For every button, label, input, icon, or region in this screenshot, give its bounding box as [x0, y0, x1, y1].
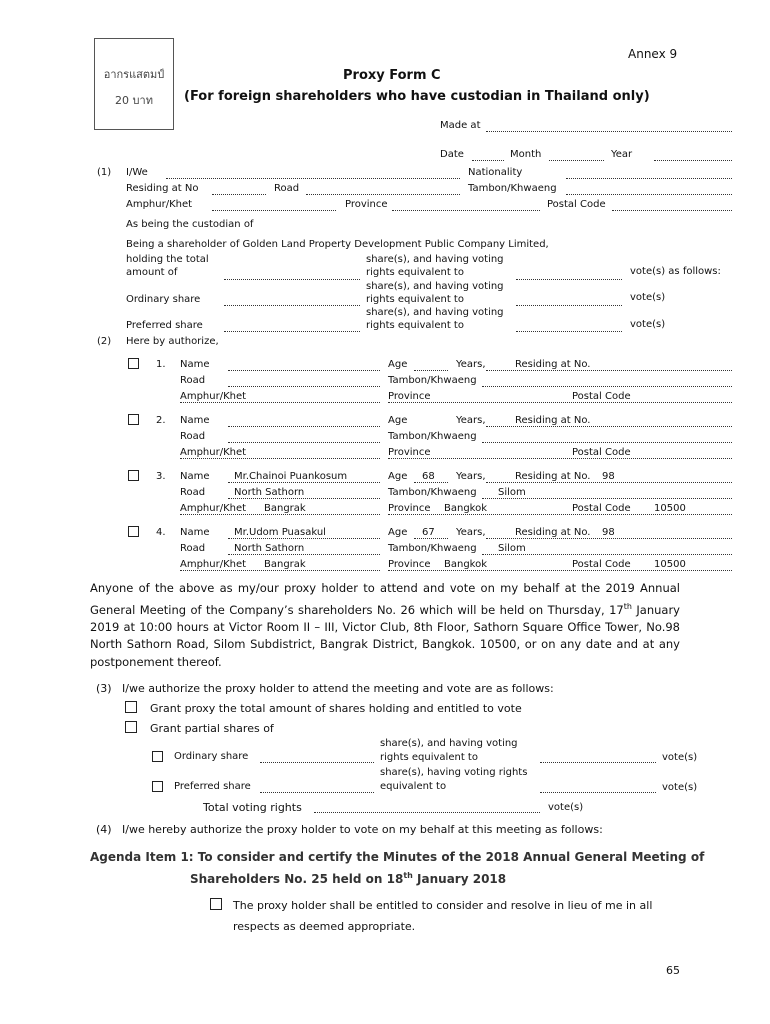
proxy-4-name-label: Name [180, 527, 210, 538]
residing-label: Residing at No [126, 183, 199, 194]
sec3-number: (3) [96, 682, 112, 695]
proxy-2-years-label: Years, [456, 415, 486, 426]
proxy-2-road-field[interactable] [228, 442, 380, 443]
proxy-3-postal-label: Postal Code [572, 503, 631, 514]
iwe-field[interactable] [166, 178, 460, 179]
agenda-line1: Agenda Item 1: To consider and certify the Minutes of the 2018 Annual General Meeting of [90, 850, 705, 864]
proxy-3-province-field[interactable] [388, 514, 732, 515]
proxy-2-amphur-label: Amphur/Khet [180, 447, 247, 458]
agenda1-option1-line2: respects as deemed appropriate. [233, 920, 416, 933]
total-shares-field[interactable] [224, 279, 360, 280]
s3-preferred-checkbox[interactable] [152, 781, 163, 792]
proxy-1-tambon-label: Tambon/Khwaeng [388, 375, 477, 386]
proxy-3-name-label: Name [180, 471, 210, 482]
s3-preferred-votes-field[interactable] [540, 792, 656, 793]
proxy-4-checkbox[interactable] [128, 526, 139, 537]
preferred-label: Preferred share [126, 320, 203, 331]
proxy-3-tambon-field[interactable] [482, 498, 732, 499]
proxy-4-amphur-field[interactable] [180, 570, 380, 571]
amphur-label: Amphur/Khet [126, 199, 193, 210]
postal-label: Postal Code [547, 199, 606, 210]
proxy-3-postal: 10500 [654, 503, 686, 514]
proxy-4-residing-label: Residing at No. [515, 527, 591, 538]
month-label: Month [510, 149, 542, 160]
year-field[interactable] [654, 160, 732, 161]
ordinary-rights-eq: rights equivalent to [366, 294, 464, 305]
proxy-3-province: Bangkok [444, 503, 488, 514]
proxy-2-checkbox[interactable] [128, 414, 139, 425]
proxy-4-postal-label: Postal Code [572, 559, 631, 570]
proxy-4-road: North Sathorn [234, 543, 305, 554]
grant-partial-checkbox[interactable] [125, 721, 137, 733]
total-voting-field[interactable] [314, 812, 540, 813]
proxy-4-no: 98 [602, 527, 615, 538]
proxy-1-amphur-label: Amphur/Khet [180, 391, 247, 402]
proxy-3-amphur-field[interactable] [180, 514, 380, 515]
grant-total-label: Grant proxy the total amount of shares holding and entitled to vote [150, 702, 522, 715]
proxy-3-age-label: Age [388, 471, 408, 482]
total-votes-field[interactable] [516, 279, 622, 280]
page-number: 65 [666, 964, 680, 977]
total-voting-label: Total voting rights [203, 801, 302, 814]
proxy-4-tambon-field[interactable] [482, 554, 732, 555]
s3-preferred-shares-voting: share(s), having voting rights [380, 767, 528, 778]
tambon-label: Tambon/Khwaeng [468, 183, 557, 194]
proxy-3-name-field[interactable] [228, 482, 380, 483]
sec2-label: Here by authorize, [126, 336, 219, 347]
proxy-2-amphur-field[interactable] [180, 458, 380, 459]
preferred-shares-voting: share(s), and having voting [366, 307, 504, 318]
holding-label-1: holding the total [126, 254, 209, 265]
proxy-3-tambon: Silom [498, 487, 526, 498]
proxy-4-number: 4. [156, 527, 166, 538]
preferred-rights-eq: rights equivalent to [366, 320, 464, 331]
proxy-3-road-field[interactable] [228, 498, 380, 499]
sec4-label: I/we hereby authorize the proxy holder to vote on my behalf at this meeting as follows: [122, 823, 603, 836]
proxy-1-checkbox[interactable] [128, 358, 139, 369]
proxy-3-no: 98 [602, 471, 615, 482]
votes-follows-label: vote(s) as follows: [630, 266, 721, 277]
proxy-1-years-label: Years, [456, 359, 486, 370]
stamp-line2: 20 บาท [115, 94, 153, 107]
proxy-4-tambon-label: Tambon/Khwaeng [388, 543, 477, 554]
proxy-paragraph [90, 580, 680, 671]
grant-partial-label: Grant partial shares of [150, 722, 274, 735]
total-voting-votes-label: vote(s) [548, 802, 584, 813]
proxy-3-amphur-label: Amphur/Khet [180, 503, 247, 514]
proxy-4-tambon: Silom [498, 543, 526, 554]
proxy-1-province-field[interactable] [388, 402, 732, 403]
agenda-line2-a: Shareholders No. 25 held on 18 [190, 872, 404, 886]
s3-ordinary-shares-field[interactable] [260, 762, 374, 763]
proxy-3-province-label: Province [388, 503, 431, 514]
proxy-4-province: Bangkok [444, 559, 488, 570]
total-rights-eq: rights equivalent to [366, 267, 464, 278]
preferred-shares-field[interactable] [224, 331, 360, 332]
s3-ordinary-shares-voting: share(s), and having voting [380, 738, 518, 749]
date-label: Date [440, 149, 464, 160]
proxy-1-age-field[interactable] [414, 370, 448, 371]
preferred-votes-label: vote(s) [630, 319, 666, 330]
ordinary-shares-voting: share(s), and having voting [366, 281, 504, 292]
made-at-label: Made at [440, 120, 481, 131]
proxy-2-age-label: Age [388, 415, 408, 426]
proxy-4-age-field[interactable] [414, 538, 448, 539]
proxy-4-age-label: Age [388, 527, 408, 538]
proxy-3-road: North Sathorn [234, 487, 305, 498]
proxy-3-residing-label: Residing at No. [515, 471, 591, 482]
sec4-number: (4) [96, 823, 112, 836]
proxy-1-tambon-field[interactable] [482, 386, 732, 387]
proxy-3-tambon-label: Tambon/Khwaeng [388, 487, 477, 498]
form-title: Proxy Form C [343, 68, 441, 83]
proxy-4-postal: 10500 [654, 559, 686, 570]
province-label: Province [345, 199, 388, 210]
proxy-3-years-label: Years, [456, 471, 486, 482]
proxy-1-postal-label: Postal Code [572, 391, 631, 402]
shareholder-text: Being a shareholder of Golden Land Property Development Public Company Limited, [126, 239, 549, 250]
paragraph-part2: January 2019 at 10:00 hours at Victor Room II – III, Victor Club, 8th Floor, Sathorn Square Office Tower, No.98 North Sathorn Road, Silom Subdistrict, Bangrak District, Bangkok. 10500, or on any date and at any postponement thereof. [90, 602, 680, 669]
proxy-2-tambon-field[interactable] [482, 442, 732, 443]
annex-label: Annex 9 [628, 47, 678, 61]
s3-ordinary-rights-eq: rights equivalent to [380, 752, 478, 763]
proxy-4-name-field[interactable] [228, 538, 380, 539]
proxy-3-checkbox[interactable] [128, 470, 139, 481]
proxy-1-residing-label: Residing at No. [515, 359, 591, 370]
proxy-1-residing-field[interactable] [486, 370, 732, 371]
stamp-box [94, 38, 174, 130]
sec2-number: (2) [97, 336, 112, 347]
preferred-votes-field[interactable] [516, 331, 622, 332]
proxy-4-amphur: Bangrak [264, 559, 306, 570]
proxy-3-residing-field[interactable] [486, 482, 732, 483]
amphur-field[interactable] [212, 210, 336, 211]
proxy-3-number: 3. [156, 471, 166, 482]
proxy-4-years-label: Years, [456, 527, 486, 538]
proxy-2-province-field[interactable] [388, 458, 732, 459]
s3-ordinary-votes-field[interactable] [540, 762, 656, 763]
proxy-4-age: 67 [422, 527, 435, 538]
proxy-1-amphur-field[interactable] [180, 402, 380, 403]
proxy-2-province-label: Province [388, 447, 431, 458]
proxy-3-age: 68 [422, 471, 435, 482]
nationality-label: Nationality [468, 167, 523, 178]
proxy-2-number: 2. [156, 415, 166, 426]
residing-field[interactable] [212, 194, 266, 195]
proxy-2-postal-label: Postal Code [572, 447, 631, 458]
grant-total-checkbox[interactable] [125, 701, 137, 713]
ordinary-votes-label: vote(s) [630, 292, 666, 303]
paragraph-sup: th [623, 601, 632, 611]
made-at-field[interactable] [486, 131, 732, 132]
postal-field[interactable] [612, 210, 732, 211]
ordinary-shares-field[interactable] [224, 305, 360, 306]
proxy-1-road-label: Road [180, 375, 206, 386]
proxy-2-residing-label: Residing at No. [515, 415, 591, 426]
custodian-label: As being the custodian of [126, 219, 254, 230]
proxy-4-road-field[interactable] [228, 554, 380, 555]
agenda-line2-sup: th [403, 871, 413, 880]
tambon-field[interactable] [566, 194, 732, 195]
proxy-4-province-label: Province [388, 559, 431, 570]
iwe-label: I/We [126, 167, 148, 178]
proxy-4-province-field[interactable] [388, 570, 732, 571]
proxy-4-residing-field[interactable] [486, 538, 732, 539]
road-label: Road [274, 183, 300, 194]
proxy-3-road-label: Road [180, 487, 206, 498]
road-field[interactable] [306, 194, 460, 195]
proxy-1-road-field[interactable] [228, 386, 380, 387]
stamp-line1: อากรแสตมป์ [103, 68, 165, 81]
proxy-3-amphur: Bangrak [264, 503, 306, 514]
proxy-3-age-field[interactable] [414, 482, 448, 483]
sec1-number: (1) [97, 167, 112, 178]
proxy-1-age-label: Age [388, 359, 408, 370]
nationality-field[interactable] [566, 178, 732, 179]
agenda1-option1-line1: The proxy holder shall be entitled to consider and resolve in lieu of me in all [233, 899, 653, 912]
total-shares-voting: share(s), and having voting [366, 254, 504, 265]
paragraph-part1: Anyone of the above as my/our proxy holder to attend and vote on my behalf at the 2019 Annual General Meeting of the Company’s shareholders No. 26 which will be held on Thursday, 17 [90, 581, 680, 617]
proxy-2-road-label: Road [180, 431, 206, 442]
proxy-3-name: Mr.Chainoi Puankosum [234, 471, 348, 482]
proxy-1-name-label: Name [180, 359, 210, 370]
province-field[interactable] [392, 210, 540, 211]
date-field[interactable] [472, 160, 504, 161]
s3-preferred-equivalent: equivalent to [380, 781, 447, 792]
proxy-1-name-field[interactable] [228, 370, 380, 371]
agenda-line2-b: January 2018 [412, 872, 507, 886]
form-subtitle: (For foreign shareholders who have custodian in Thailand only) [184, 89, 650, 104]
proxy-4-amphur-label: Amphur/Khet [180, 559, 247, 570]
holding-label-2: amount of [126, 267, 178, 278]
month-field[interactable] [549, 160, 604, 161]
s3-preferred-shares-field[interactable] [260, 792, 374, 793]
agenda1-option1-checkbox[interactable] [210, 898, 222, 910]
proxy-1-number: 1. [156, 359, 166, 370]
s3-preferred-label: Preferred share [174, 781, 251, 792]
s3-preferred-votes-label: vote(s) [662, 782, 698, 793]
proxy-4-road-label: Road [180, 543, 206, 554]
s3-ordinary-checkbox[interactable] [152, 751, 163, 762]
ordinary-votes-field[interactable] [516, 305, 622, 306]
proxy-2-name-label: Name [180, 415, 210, 426]
agenda-line2 [190, 871, 506, 886]
proxy-2-residing-field[interactable] [486, 426, 732, 427]
proxy-2-name-field[interactable] [228, 426, 380, 427]
year-label: Year [611, 149, 633, 160]
proxy-1-province-label: Province [388, 391, 431, 402]
ordinary-label: Ordinary share [126, 294, 201, 305]
s3-ordinary-votes-label: vote(s) [662, 752, 698, 763]
proxy-4-name: Mr.Udom Puasakul [234, 527, 326, 538]
s3-ordinary-label: Ordinary share [174, 751, 249, 762]
sec3-label: I/we authorize the proxy holder to attend the meeting and vote are as follows: [122, 682, 554, 695]
proxy-2-tambon-label: Tambon/Khwaeng [388, 431, 477, 442]
